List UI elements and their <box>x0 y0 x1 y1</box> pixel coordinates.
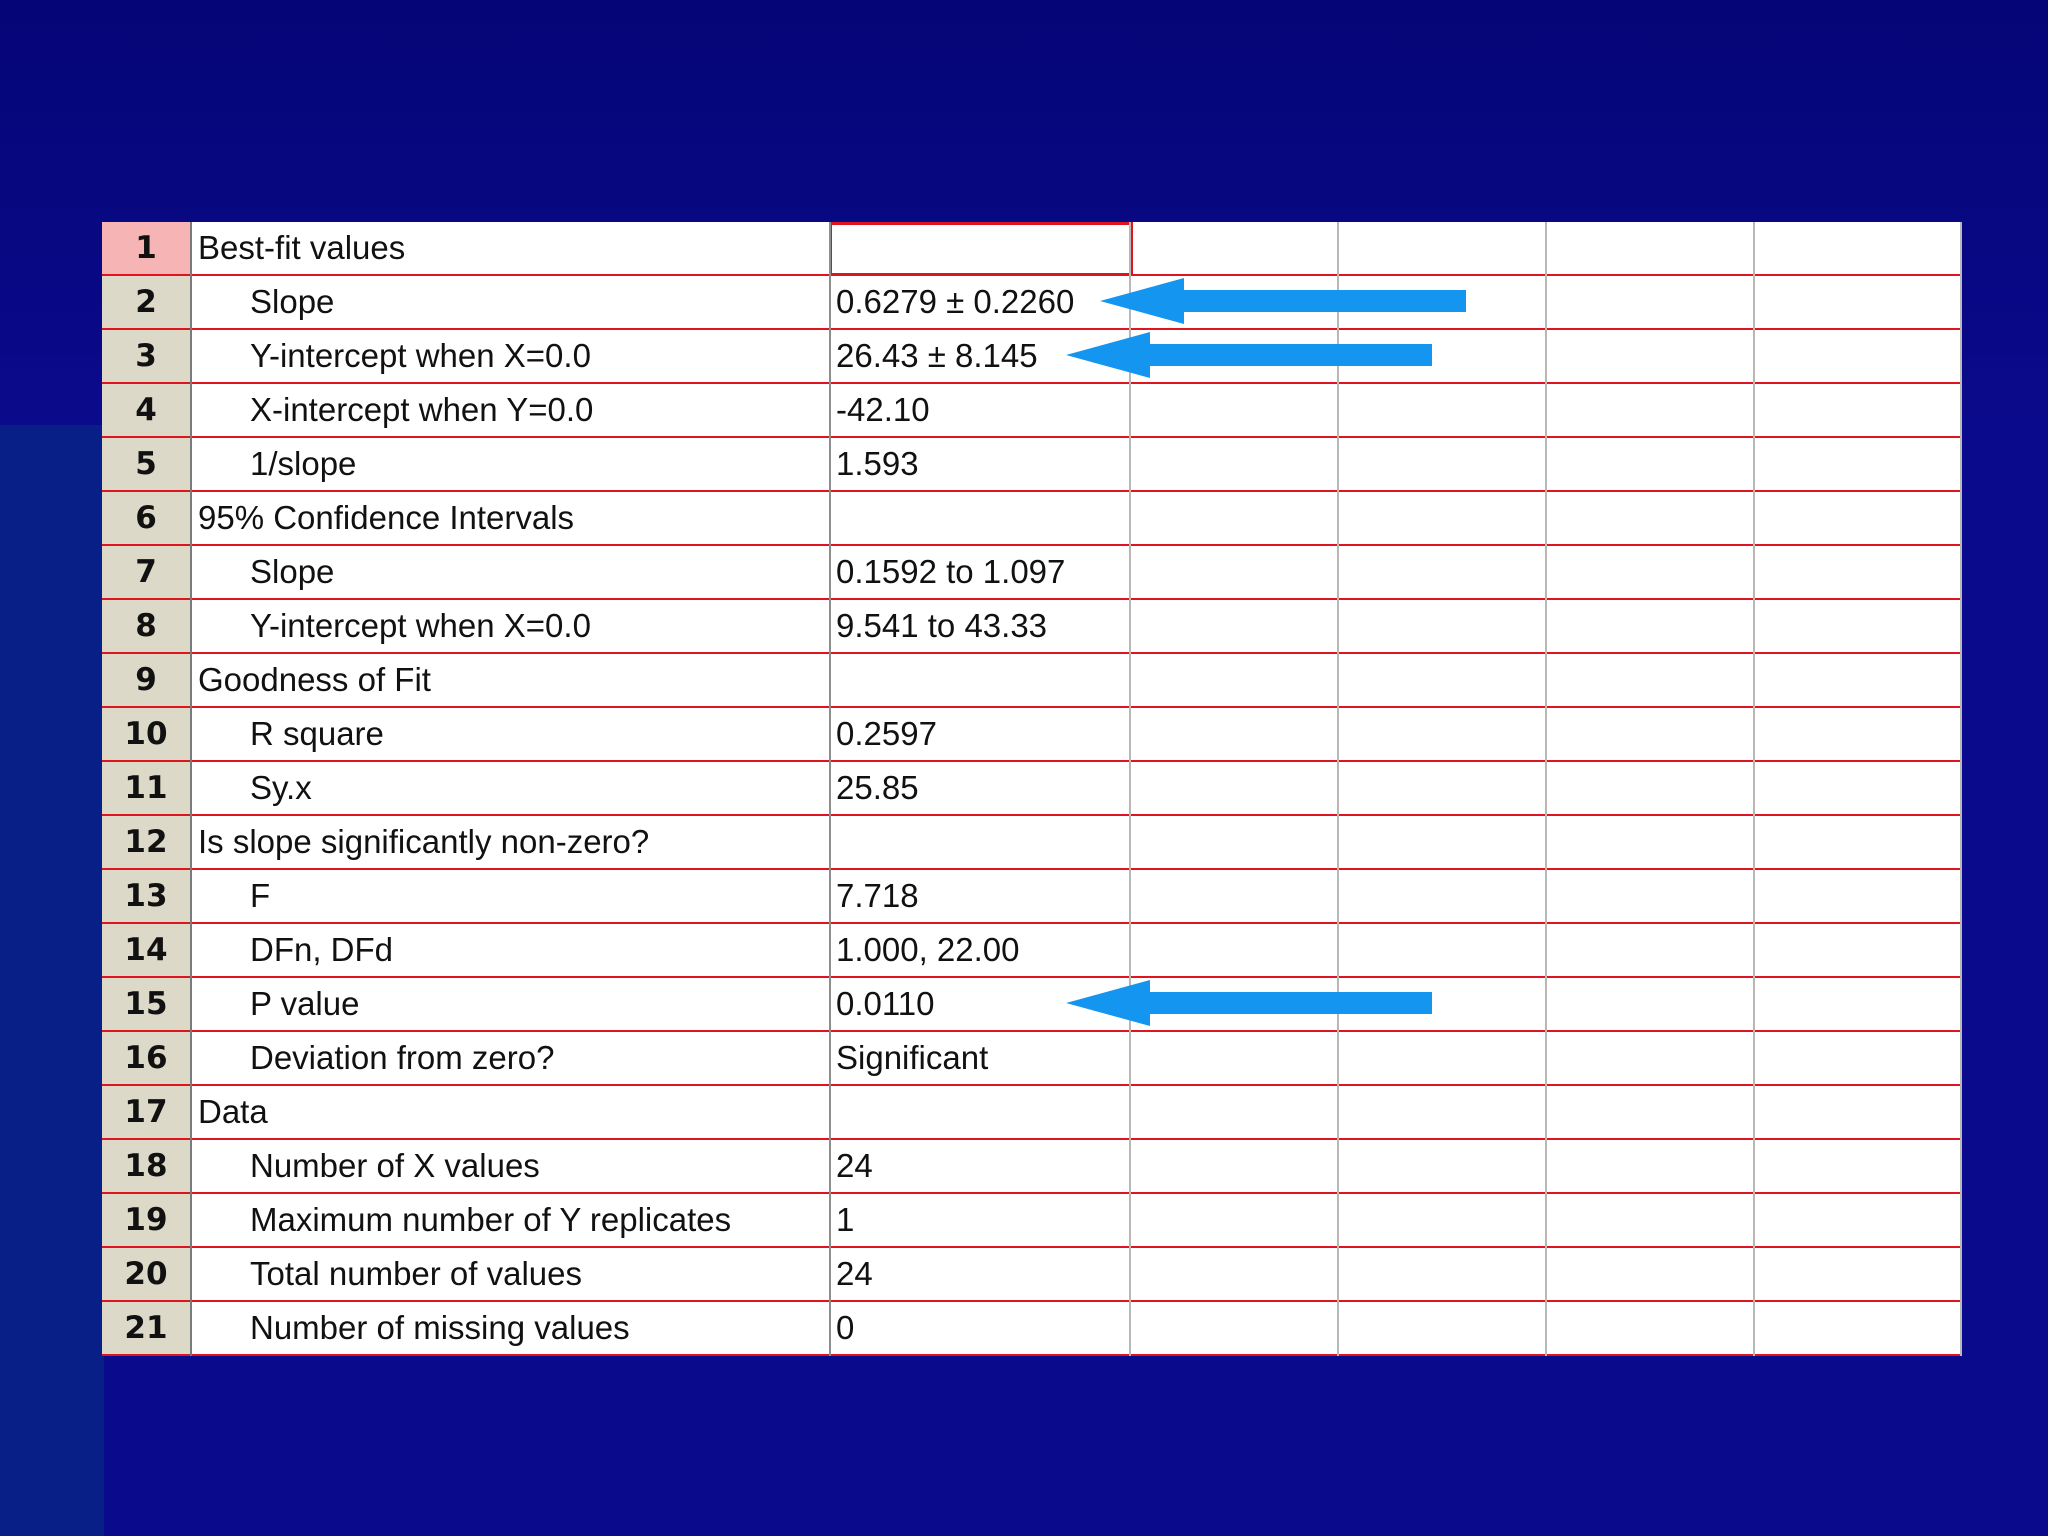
row-number-header[interactable]: 4 <box>102 384 190 436</box>
result-label[interactable]: Sy.x <box>250 769 312 806</box>
result-label[interactable]: F <box>250 877 271 914</box>
result-value[interactable]: 1.593 <box>836 445 919 482</box>
section-heading[interactable]: Goodness of Fit <box>198 661 431 698</box>
result-label[interactable]: Total number of values <box>250 1255 583 1292</box>
row-number-header[interactable]: 16 <box>102 1032 190 1084</box>
row-number-header[interactable]: 1 <box>102 222 190 274</box>
row-number-header[interactable]: 9 <box>102 654 190 706</box>
row-number-header[interactable]: 15 <box>102 978 190 1030</box>
row-number-header[interactable]: 3 <box>102 330 190 382</box>
table-row[interactable] <box>102 708 1962 762</box>
row-number-header[interactable]: 17 <box>102 1086 190 1138</box>
table-row[interactable] <box>102 1194 1962 1248</box>
row-number-header[interactable]: 5 <box>102 438 190 490</box>
table-row[interactable] <box>102 654 1962 708</box>
column-divider <box>1753 222 1755 1356</box>
column-divider <box>829 222 831 1356</box>
result-label[interactable]: 1/slope <box>250 445 357 482</box>
row-number-header[interactable]: 20 <box>102 1248 190 1300</box>
row-number-header[interactable]: 14 <box>102 924 190 976</box>
result-value[interactable]: -42.10 <box>836 391 930 428</box>
table-row[interactable] <box>102 276 1962 330</box>
result-label[interactable]: DFn, DFd <box>250 931 394 968</box>
table-row[interactable] <box>102 816 1962 870</box>
row-number-header[interactable]: 21 <box>102 1302 190 1354</box>
table-row[interactable] <box>102 1140 1962 1194</box>
row-number-header[interactable]: 13 <box>102 870 190 922</box>
result-label[interactable]: Slope <box>250 283 335 320</box>
row-number-header[interactable]: 19 <box>102 1194 190 1246</box>
table-row[interactable] <box>102 1248 1962 1302</box>
column-divider <box>1960 222 1962 1356</box>
result-value[interactable]: 1 <box>836 1201 855 1238</box>
table-row[interactable] <box>102 330 1962 384</box>
result-value[interactable]: 24 <box>836 1147 873 1184</box>
table-row[interactable] <box>102 546 1962 600</box>
table-row[interactable] <box>102 1086 1962 1140</box>
result-value[interactable]: 0.2597 <box>836 715 937 752</box>
row-number-header[interactable]: 7 <box>102 546 190 598</box>
result-value[interactable]: 24 <box>836 1255 873 1292</box>
table-row[interactable] <box>102 978 1962 1032</box>
column-divider <box>1337 222 1339 1356</box>
result-label[interactable]: R square <box>250 715 384 752</box>
row-number-header[interactable]: 12 <box>102 816 190 868</box>
row-number-header[interactable]: 10 <box>102 708 190 760</box>
result-value[interactable]: 0.6279 ± 0.2260 <box>836 283 1075 320</box>
row-number-header[interactable]: 11 <box>102 762 190 814</box>
result-value[interactable]: 26.43 ± 8.145 <box>836 337 1038 374</box>
results-spreadsheet <box>102 222 1962 1356</box>
table-row[interactable] <box>102 870 1962 924</box>
table-row[interactable] <box>102 1302 1962 1356</box>
selected-cell[interactable] <box>829 222 1133 276</box>
result-label[interactable]: Maximum number of Y replicates <box>250 1201 732 1238</box>
table-row[interactable] <box>102 600 1962 654</box>
table-row[interactable] <box>102 924 1962 978</box>
section-heading[interactable]: 95% Confidence Intervals <box>198 499 575 536</box>
row-number-header[interactable]: 18 <box>102 1140 190 1192</box>
table-row[interactable] <box>102 384 1962 438</box>
result-value[interactable]: 0.1592 to 1.097 <box>836 553 1066 590</box>
table-row[interactable] <box>102 1032 1962 1086</box>
section-heading[interactable]: Best-fit values <box>198 229 406 266</box>
result-label[interactable]: X-intercept when Y=0.0 <box>250 391 594 428</box>
column-divider <box>190 222 192 1356</box>
result-value[interactable]: 7.718 <box>836 877 919 914</box>
result-label[interactable]: Number of X values <box>250 1147 540 1184</box>
result-label[interactable]: Slope <box>250 553 335 590</box>
result-value[interactable]: 0.0110 <box>836 985 935 1022</box>
row-number-header[interactable]: 6 <box>102 492 190 544</box>
table-row[interactable] <box>102 492 1962 546</box>
table-row[interactable] <box>102 438 1962 492</box>
result-value[interactable]: 9.541 to 43.33 <box>836 607 1048 644</box>
result-label[interactable]: Deviation from zero? <box>250 1039 555 1076</box>
section-heading[interactable]: Is slope significantly non-zero? <box>198 823 650 860</box>
result-label[interactable]: P value <box>250 985 360 1022</box>
result-value[interactable]: Significant <box>836 1039 989 1076</box>
result-value[interactable]: 1.000, 22.00 <box>836 931 1020 968</box>
row-number-header[interactable]: 2 <box>102 276 190 328</box>
column-divider <box>1129 222 1131 1356</box>
column-divider <box>1545 222 1547 1356</box>
section-heading[interactable]: Data <box>198 1093 268 1130</box>
slide-background-left-band <box>0 425 104 1536</box>
result-label[interactable]: Y-intercept when X=0.0 <box>250 607 591 644</box>
result-value[interactable]: 25.85 <box>836 769 919 806</box>
table-row[interactable] <box>102 762 1962 816</box>
result-label[interactable]: Y-intercept when X=0.0 <box>250 337 591 374</box>
result-value[interactable]: 0 <box>836 1309 855 1346</box>
row-number-header[interactable]: 8 <box>102 600 190 652</box>
result-label[interactable]: Number of missing values <box>250 1309 630 1346</box>
